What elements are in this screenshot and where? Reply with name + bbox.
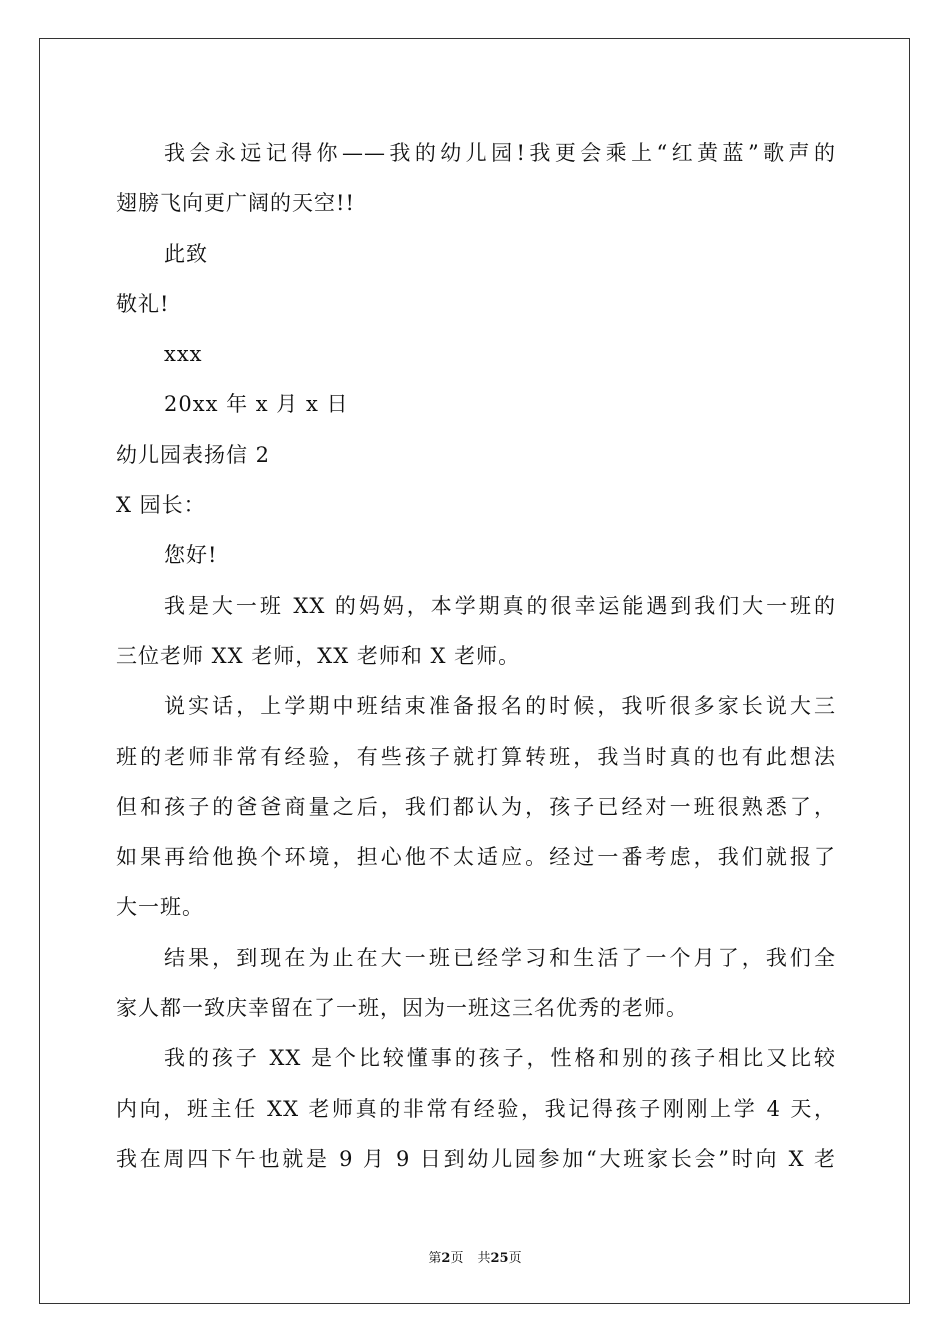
footer-page-unit: 页 bbox=[450, 1251, 464, 1266]
salutation-jingli: 敬礼! bbox=[116, 291, 170, 316]
salutation-cizhi: 此致 bbox=[164, 241, 208, 266]
page-number-footer bbox=[0, 1247, 950, 1266]
footer-current-page: 2 bbox=[441, 1251, 451, 1266]
footer-total-prefix: 共 bbox=[477, 1251, 491, 1266]
paragraph-line: 班的老师非常有经验，有些孩子就打算转班，我当时真的也有此想法 bbox=[116, 744, 836, 769]
section-title: 幼儿园表扬信 2 bbox=[116, 442, 271, 467]
paragraph-line: 家人都一致庆幸留在了一班，因为一班这三名优秀的老师。 bbox=[116, 996, 688, 1021]
paragraph-line: 内向，班主任 XX 老师真的非常有经验，我记得孩子刚刚上学 4 天， bbox=[116, 1096, 836, 1121]
signature-date: 20xx 年 x 月 x 日 bbox=[164, 392, 349, 417]
letter-greeting: 您好! bbox=[164, 543, 218, 568]
paragraph-line: 结果，到现在为止在大一班已经学习和生活了一个月了，我们全 bbox=[164, 945, 836, 970]
paragraph-line: 如果再给他换个环境，担心他不太适应。经过一番考虑，我们就报了 bbox=[116, 845, 836, 870]
footer-prefix: 第 bbox=[428, 1251, 442, 1266]
closing-paragraph-line: 我会永远记得你——我的幼儿园!我更会乘上“红黄蓝”歌声的 bbox=[164, 141, 836, 165]
paragraph-line: 三位老师 XX 老师，XX 老师和 X 老师。 bbox=[116, 643, 521, 668]
closing-paragraph-line: 翅膀飞向更广阔的天空!! bbox=[116, 191, 355, 216]
signature-name: xxx bbox=[164, 342, 203, 367]
footer-total-unit: 页 bbox=[508, 1251, 522, 1266]
paragraph-line: 我在周四下午也就是 9 月 9 日到幼儿园参加“大班家长会”时向 X 老 bbox=[116, 1146, 836, 1171]
paragraph-line: 我的孩子 XX 是个比较懂事的孩子，性格和别的孩子相比又比较 bbox=[164, 1046, 836, 1071]
letter-body bbox=[116, 128, 836, 1184]
footer-total-pages: 25 bbox=[490, 1251, 509, 1266]
paragraph-line: 说实话，上学期中班结束准备报名的时候，我听很多家长说大三 bbox=[164, 694, 836, 719]
paragraph-line: 但和孩子的爸爸商量之后，我们都认为，孩子已经对一班很熟悉了， bbox=[116, 794, 836, 819]
paragraph-line: 大一班。 bbox=[116, 895, 204, 920]
letter-recipient: X 园长： bbox=[116, 493, 206, 518]
paragraph-line: 我是大一班 XX 的妈妈，本学期真的很幸运能遇到我们大一班的 bbox=[164, 593, 836, 618]
